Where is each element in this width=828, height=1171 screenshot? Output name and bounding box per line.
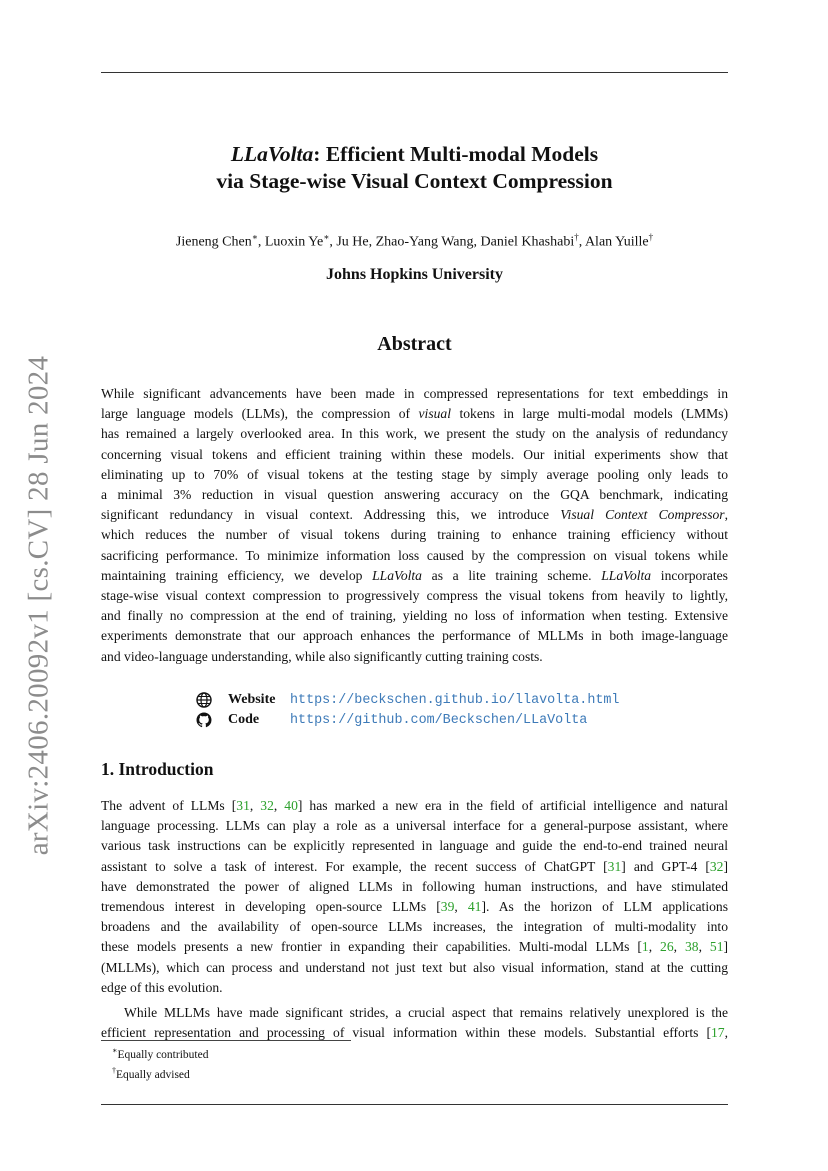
abstract-line: eliminating up to 70% of visual tokens at the testing stage by simply average pooling only leads to [101, 466, 728, 482]
abstract-line: and finally no compression at the end of training, yielding no loss of information when testing. Extensive [101, 608, 728, 624]
title-model-name: LLaVolta [230, 142, 314, 166]
affiliation: Johns Hopkins University [326, 266, 503, 283]
intro-line: edge of this evolution. [101, 979, 223, 995]
paper-title [101, 141, 728, 195]
citation-link[interactable]: 38 [684, 939, 699, 955]
author-name: , Ju He, Zhao-Yang Wang, Daniel Khashabi [329, 234, 575, 250]
citation-link[interactable]: 51 [709, 939, 724, 955]
author-name: , Luoxin Ye [257, 234, 324, 250]
abstract-line: stage-wise visual context compression to progressively compress the visual tokens from heavily to lightly, [101, 588, 728, 604]
arxiv-side-stamp [6, 355, 72, 855]
citation-link[interactable]: 41 [467, 899, 482, 915]
citation-link[interactable]: 17 [711, 1025, 725, 1041]
footnotes [112, 1043, 208, 1084]
citation-link[interactable]: 1 [641, 939, 649, 955]
abstract-line: which reduces the number of visual tokens during training to enhance training efficiency without [101, 527, 728, 543]
equal-contrib-mark: ∗ [251, 232, 258, 242]
abstract-text [101, 384, 728, 667]
abstract-line: concerning visual tokens and efficient training within these models. Our initial experiments show that [101, 446, 728, 462]
citation-link[interactable]: 31 [236, 798, 250, 813]
code-url-link[interactable]: https://github.com/Beckschen/LLaVolta [290, 712, 588, 728]
website-label: Website [228, 692, 276, 707]
intro-line: various task instructions can be explicitly represented in language and guide the end-to-end trained neural [101, 838, 728, 854]
abstract-line: significant redundancy in visual context. Addressing this, we introduce Visual Context Compressor, [101, 507, 728, 523]
title-line1-rest: : Efficient Multi-modal Models [313, 142, 599, 166]
intro-line: tremendous interest in developing open-source LLMs [39, 41]. As the horizon of LLM applications [101, 899, 728, 915]
citation-link[interactable]: 26 [660, 939, 674, 955]
intro-line: have demonstrated the power of aligned LLMs in following human instructions, and have stimulated [101, 878, 728, 894]
abstract-heading: Abstract [377, 333, 452, 355]
intro-line: language processing. LLMs can play a role as a universal interface for a general-purpose assistant, where [101, 818, 728, 834]
introduction-text [101, 796, 728, 1043]
citation-link[interactable]: 32 [709, 858, 724, 874]
footnote-equal-advised: †Equally advised [112, 1066, 190, 1082]
intro-line: While MLLMs have made significant strides, a crucial aspect that remains relatively unexplored is the [124, 1005, 728, 1021]
code-link-row [195, 710, 619, 730]
intro-line: these models presents a new frontier in expanding their capabilities. Multi-modal LLMs [1, 26, 38, 51] [101, 939, 729, 955]
author-name: , Alan Yuille [578, 234, 649, 250]
header-rule [101, 72, 728, 73]
abstract-line: While significant advancements have been made in compressed representations for text embeddings in [101, 386, 728, 401]
footer-rule [101, 1104, 728, 1105]
globe-icon [195, 691, 213, 709]
abstract-line: large language models (LLMs), the compression of visual tokens in large multi-modal models (LMMs) [101, 406, 728, 422]
intro-line: assistant to solve a task of interest. For example, the recent success of ChatGPT [31] and GPT-4 [32] [101, 858, 728, 874]
footnote-rule [101, 1040, 351, 1041]
code-label: Code [228, 712, 260, 727]
abstract-line: maintaining training efficiency, we develop LLaVolta as a lite training scheme. LLaVolta incorporates [101, 567, 728, 583]
citation-link[interactable]: 39 [440, 899, 455, 915]
equal-advised-mark: † [648, 232, 654, 242]
citation-link[interactable]: 40 [284, 798, 298, 813]
abstract-line: has remained a largely overlooked area. In this work, we present the study on the analysis of redundancy [101, 426, 728, 442]
footnote-equal-contribution: ∗Equally contributed [112, 1046, 209, 1061]
abstract-line: sacrificing performance. To minimize information loss caused by the compression on visual tokens while [101, 547, 728, 563]
equal-contrib-mark: ∗ [323, 232, 330, 242]
citation-link[interactable]: 31 [607, 858, 622, 874]
abstract-line: a minimal 3% reduction in visual question answering accuracy on the GQA benchmark, indicating [101, 487, 728, 503]
title-line2: via Stage-wise Visual Context Compression [216, 169, 613, 193]
project-links [195, 690, 619, 730]
website-url-link[interactable]: https://beckschen.github.io/llavolta.html [290, 692, 620, 708]
abstract-line: and video-language understanding, while also significantly cutting training costs. [101, 648, 543, 664]
intro-line: efficient representation and processing of visual information within these models. Substantial efforts [17, [101, 1025, 728, 1041]
intro-line: The advent of LLMs [31, 32, 40] has marked a new era in the field of artificial intelligence and natural [101, 798, 728, 813]
intro-line: broadens and the availability of open-source LLMs increases, the integration of multi-modality into [101, 919, 728, 935]
citation-link[interactable]: 32 [260, 798, 274, 813]
section-heading-introduction: 1. Introduction [101, 759, 214, 779]
author-list [101, 232, 728, 251]
arxiv-id: arXiv:2406.20092v1 [cs.CV] 28 Jun 2024 [22, 355, 55, 855]
intro-line: (MLLMs), which can process and understand not just text but also visual information, stand at the cutting [101, 959, 728, 975]
equal-advised-mark: † [574, 232, 579, 242]
github-icon [195, 711, 213, 729]
author-name: Jieneng Chen [175, 234, 252, 250]
abstract-line: experiments demonstrate that our approach enhances the performance of MLLMs in both image-language [101, 628, 728, 644]
website-link-row [195, 690, 619, 710]
